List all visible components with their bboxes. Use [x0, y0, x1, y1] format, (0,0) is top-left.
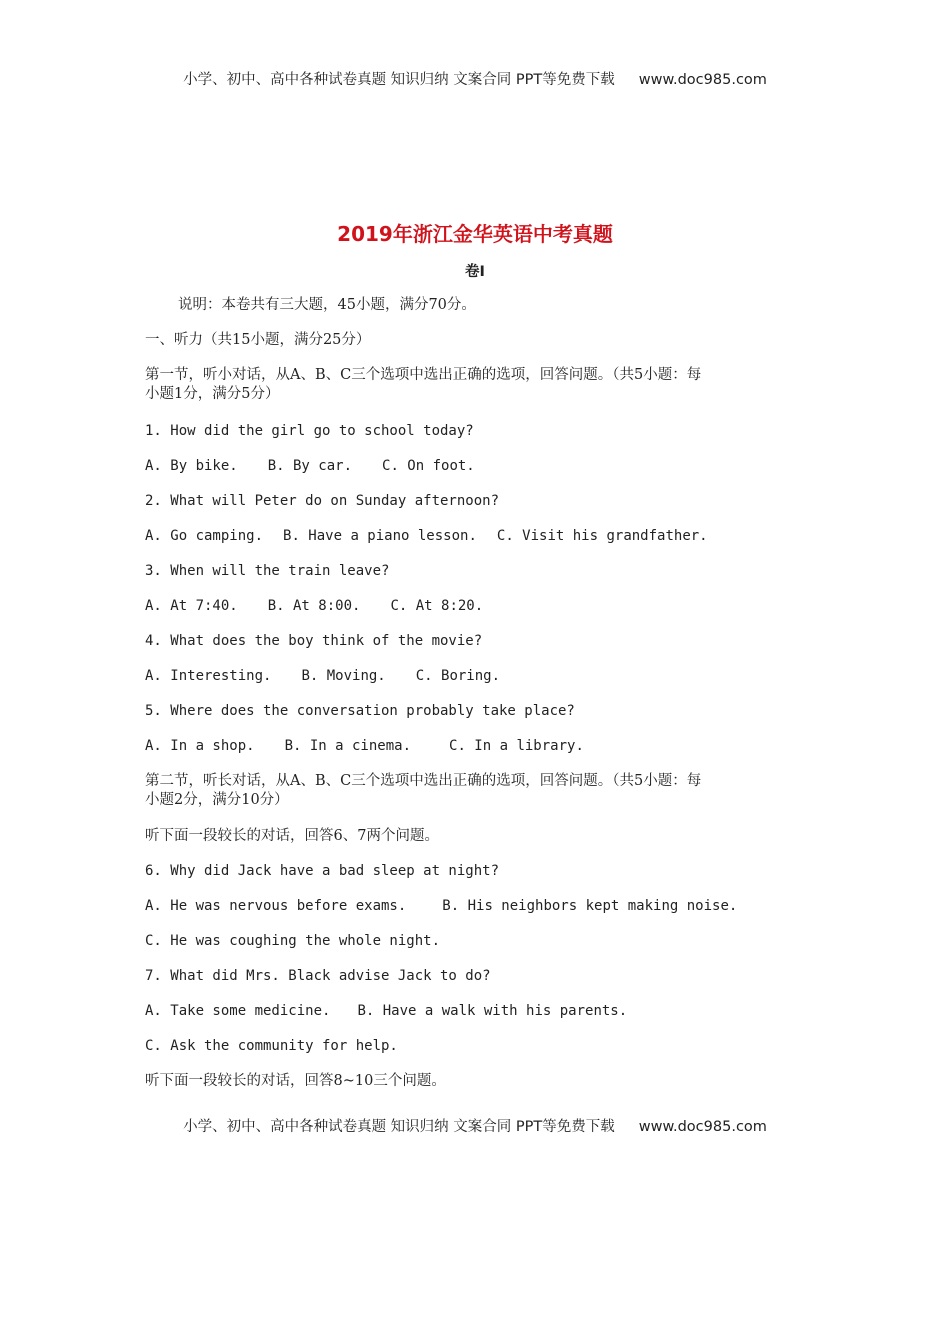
section2-line1: 第二节，听长对话，从A、B、C三个选项中选出正确的选项，回答问题。（共5小题：每: [145, 773, 702, 789]
q7-option-b: B. Have a walk with his parents.: [357, 1003, 628, 1019]
header-url-link[interactable]: www.doc985.com: [638, 72, 767, 88]
q3-option-b: B. At 8:00.: [267, 598, 361, 614]
part1-heading: 一、听力（共15小题，满分25分）: [145, 332, 371, 348]
section1-instructions: [145, 366, 813, 404]
q6-option-b: B. His neighbors kept making noise.: [442, 898, 738, 914]
question-6-options-ab: [145, 897, 813, 916]
question-7-options-ab: [145, 1002, 813, 1021]
section1-line1: 第一节，听小对话，从A、B、C三个选项中选出正确的选项，回答问题。（共5小题：每: [145, 367, 702, 383]
q2-option-a: A. Go camping.: [145, 528, 264, 544]
question-3-options: [145, 597, 813, 616]
q1-option-c: C. On foot.: [382, 458, 475, 474]
q1-option-a: A. By bike.: [145, 458, 238, 474]
section2-line2: 小题2分，满分10分）: [145, 792, 289, 808]
q1-option-b: B. By car.: [267, 458, 353, 474]
section2-instructions: [145, 772, 813, 810]
q5-option-b: B. In a cinema.: [284, 738, 412, 754]
q5-option-c: C. In a library.: [449, 738, 584, 754]
site-footer: [0, 1115, 950, 1136]
question-2: 2. What will Peter do on Sunday afternoon?: [145, 493, 500, 509]
q6-option-a: A. He was nervous before exams.: [145, 898, 407, 914]
q4-option-c: C. Boring.: [415, 668, 501, 684]
q3-option-a: A. At 7:40.: [145, 598, 238, 614]
exam-title: 2019年浙江金华英语中考真题: [337, 222, 613, 246]
question-4-options: [145, 667, 813, 686]
q6-option-c: C. He was coughing the whole night.: [145, 933, 441, 949]
instructions: 说明：本卷共有三大题，45小题，满分70分。: [178, 297, 476, 313]
footer-url-link[interactable]: www.doc985.com: [638, 1119, 767, 1135]
q3-option-c: C. At 8:20.: [390, 598, 484, 614]
q2-option-b: B. Have a piano lesson.: [283, 528, 477, 544]
q5-option-a: A. In a shop.: [145, 738, 255, 754]
q7-option-a: A. Take some medicine.: [145, 1003, 331, 1019]
question-6: 6. Why did Jack have a bad sleep at night?: [145, 863, 500, 879]
question-3: 3. When will the train leave?: [145, 563, 390, 579]
section1-line2: 小题1分，满分5分）: [145, 386, 280, 402]
question-7: 7. What did Mrs. Black advise Jack to do?: [145, 968, 491, 984]
question-5: 5. Where does the conversation probably take place?: [145, 703, 575, 719]
q4-option-a: A. Interesting.: [145, 668, 272, 684]
question-4: 4. What does the boy think of the movie?: [145, 633, 483, 649]
volume-label: 卷I: [465, 264, 485, 280]
header-banner-text: 小学、初中、高中各种试卷真题 知识归纳 文案合同 PPT等免费下载: [183, 72, 615, 88]
footer-banner-text: 小学、初中、高中各种试卷真题 知识归纳 文案合同 PPT等免费下载: [183, 1119, 615, 1135]
question-1: 1. How did the girl go to school today?: [145, 423, 474, 439]
q2-option-c: C. Visit his grandfather.: [496, 528, 708, 544]
site-header: [0, 68, 950, 89]
dialog-6-7-intro: 听下面一段较长的对话，回答6、7两个问题。: [145, 828, 439, 844]
question-1-options: [145, 457, 813, 476]
q4-option-b: B. Moving.: [301, 668, 386, 684]
question-5-options: [145, 737, 813, 756]
dialog-8-10-intro: 听下面一段较长的对话，回答8~10三个问题。: [145, 1073, 446, 1089]
q7-option-c: C. Ask the community for help.: [145, 1038, 398, 1054]
question-2-options: [145, 527, 813, 546]
